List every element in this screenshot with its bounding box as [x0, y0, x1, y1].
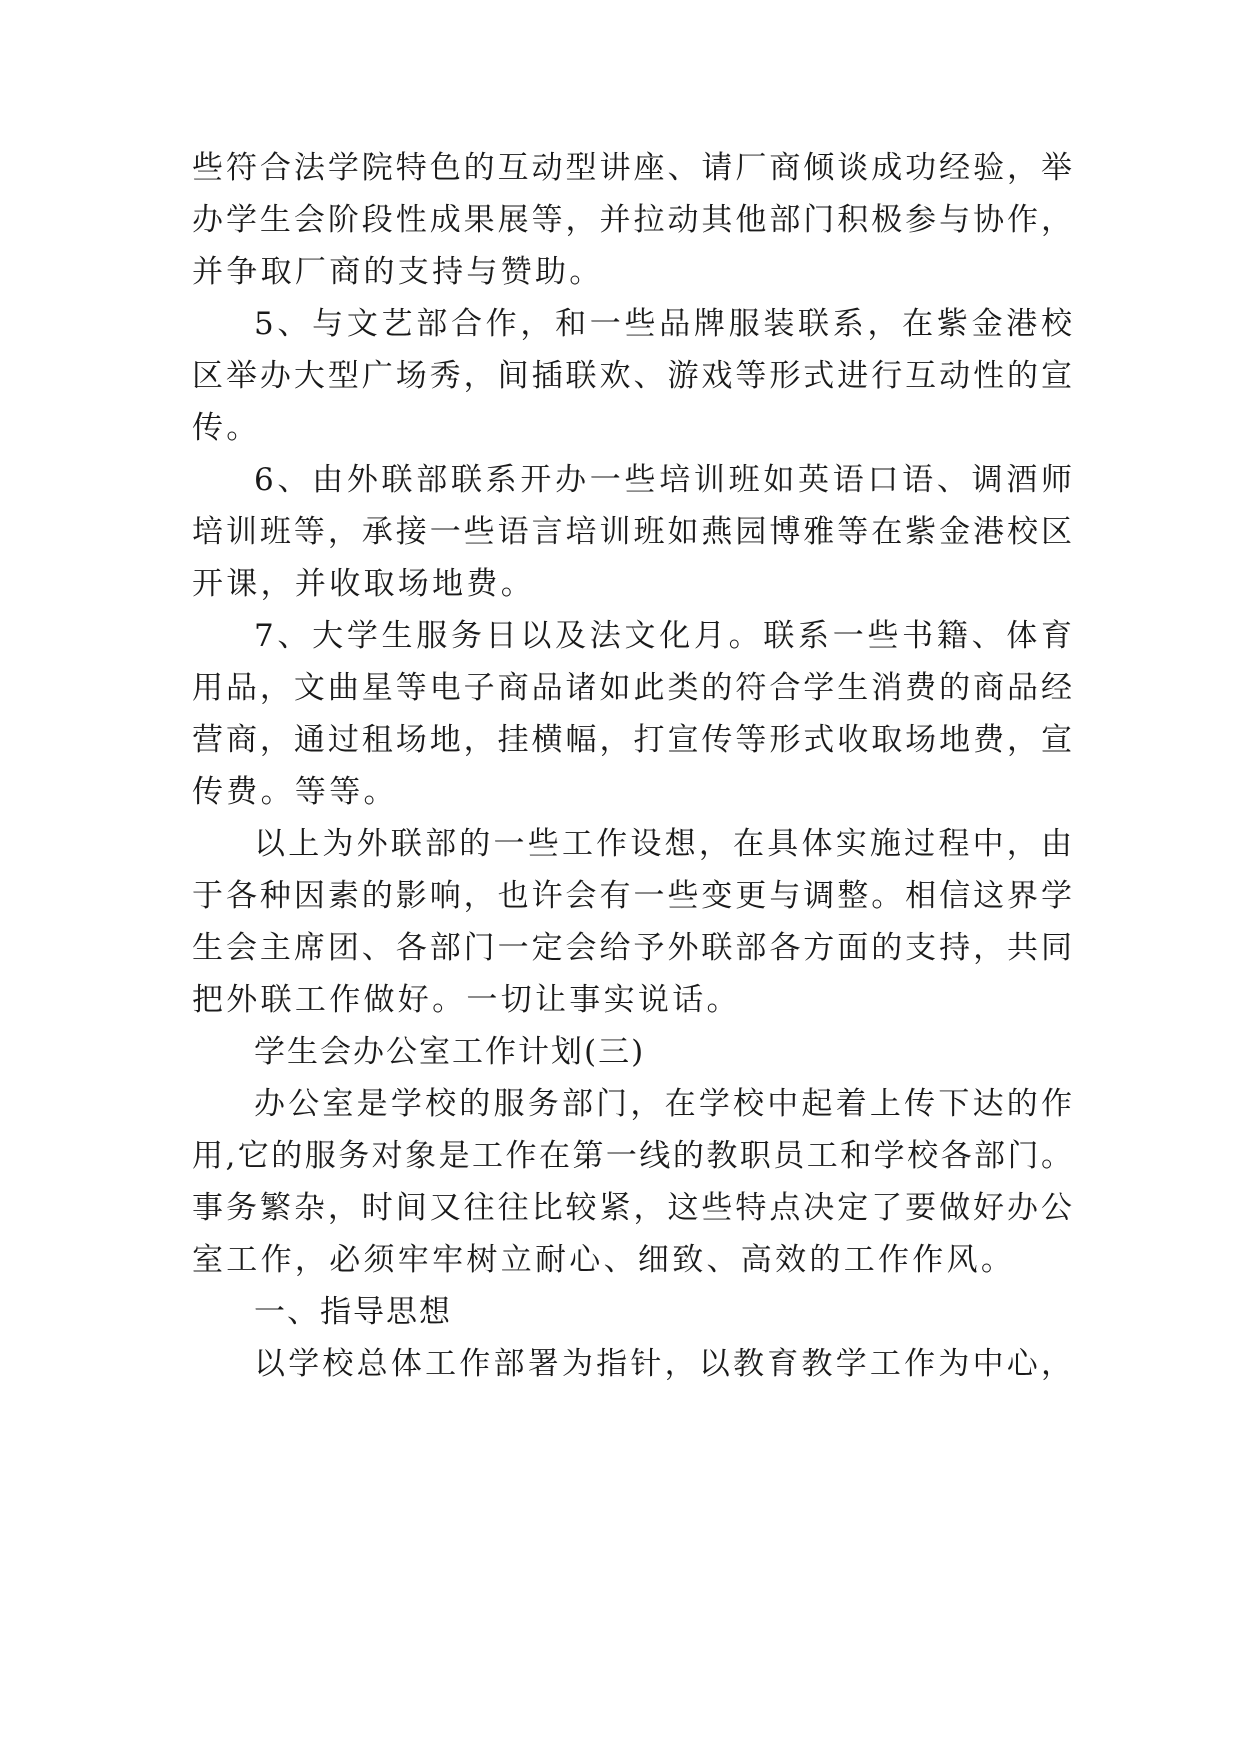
paragraph-line: 开课，并收取场地费。 [192, 566, 535, 602]
paragraph-line: 些符合法学院特色的互动型讲座、请厂商倾谈成功经验，举 [192, 150, 1072, 186]
paragraph-line: 营商，通过租场地，挂横幅，打宣传等形式收取场地费，宣 [192, 722, 1072, 758]
section-heading: 一、指导思想 [254, 1294, 452, 1330]
paragraph-line: 事务繁杂，时间又往往比较紧，这些特点决定了要做好办公 [192, 1190, 1072, 1226]
paragraph-line: 6、由外联部联系开办一些培训班如英语口语、调酒师 [254, 462, 1072, 498]
paragraph-line: 传。 [192, 410, 261, 446]
paragraph-line: 培训班等，承接一些语言培训班如燕园博雅等在紫金港校区 [192, 514, 1072, 550]
paragraph-line: 生会主席团、各部门一定会给予外联部各方面的支持，共同 [192, 930, 1072, 966]
paragraph-line: 并争取厂商的支持与赞助。 [192, 254, 604, 290]
paragraph-line: 办公室是学校的服务部门，在学校中起着上传下达的作 [254, 1086, 1072, 1122]
paragraph-line: 5、与文艺部合作，和一些品牌服装联系，在紫金港校 [254, 306, 1072, 342]
section-heading: 学生会办公室工作计划(三) [254, 1034, 646, 1070]
paragraph-line: 办学生会阶段性成果展等，并拉动其他部门积极参与协作， [192, 202, 1072, 238]
paragraph-line: 于各种因素的影响，也许会有一些变更与调整。相信这界学 [192, 878, 1072, 914]
paragraph-line: 以上为外联部的一些工作设想，在具体实施过程中，由 [254, 826, 1072, 862]
paragraph-line: 7、大学生服务日以及法文化月。联系一些书籍、体育 [254, 618, 1072, 654]
paragraph-line: 用,它的服务对象是工作在第一线的教职员工和学校各部门。 [192, 1138, 1072, 1174]
paragraph-line: 室工作，必须牢牢树立耐心、细致、高效的工作作风。 [192, 1242, 1016, 1278]
paragraph-line: 把外联工作做好。一切让事实说话。 [192, 982, 741, 1018]
paragraph-line: 传费。等等。 [192, 774, 398, 810]
paragraph-line: 以学校总体工作部署为指针，以教育教学工作为中心， [254, 1346, 1072, 1382]
paragraph-line: 区举办大型广场秀，间插联欢、游戏等形式进行互动性的宣 [192, 358, 1072, 394]
paragraph-line: 用品，文曲星等电子商品诸如此类的符合学生消费的商品经 [192, 670, 1072, 706]
